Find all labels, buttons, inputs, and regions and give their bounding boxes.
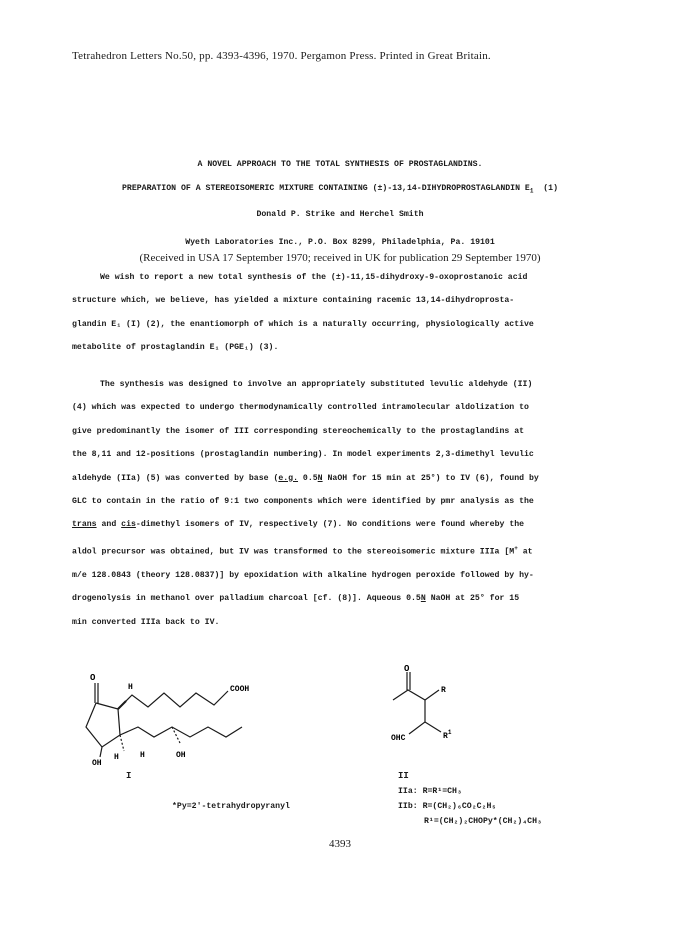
structure-II-drawing bbox=[385, 662, 505, 762]
structure-I-drawing bbox=[80, 665, 300, 765]
IIa-definition: IIa: R=R¹=CH₃ bbox=[398, 787, 462, 796]
para2-line: trans and cis-dimethyl isomers of IV, respectively (7). No conditions were found whereby the bbox=[72, 520, 525, 530]
atom-H: H bbox=[140, 751, 145, 760]
para2-line: aldehyde (IIa) (5) was converted by base (e.g. 0.5N NaOH for 15 min at 25°) to IV (6), found by bbox=[72, 473, 539, 483]
atom-H: H bbox=[114, 753, 119, 762]
IIb-definition: IIb: R=(CH₂)₆CO₂C₂H₅ bbox=[398, 802, 497, 811]
label-II: II bbox=[398, 771, 409, 781]
page-number: 4393 bbox=[329, 838, 351, 850]
authors: Donald P. Strike and Herchel Smith bbox=[256, 210, 424, 219]
atom-R: R bbox=[441, 686, 446, 695]
title-line-2: PREPARATION OF A STEREOISOMERIC MIXTURE CONTAINING (±)-13,14-DIHYDROPROSTAGLANDIN $E_1$ (1) bbox=[122, 184, 558, 195]
affiliation: Wyeth Laboratories Inc., P.O. Box 8299, Philadelphia, Pa. 19101 bbox=[185, 238, 495, 247]
structure-I bbox=[80, 665, 300, 765]
received-line: (Received in USA 17 September 1970; received in UK for publication 29 September 1970) bbox=[139, 252, 541, 264]
atom-COOH: COOH bbox=[230, 685, 250, 694]
para2-line: aldol precursor was obtained, but IV was transformed to the stereoisomeric mixture IIIa [M+ at bbox=[72, 544, 533, 557]
atom-OH: OH bbox=[92, 759, 102, 765]
paragraph-1 bbox=[72, 266, 612, 360]
para2-line: drogenolysis in methanol over palladium charcoal [cf. (8)]. Aqueous 0.5N NaOH at 25° for 15 bbox=[72, 594, 520, 604]
para2-line: give predominantly the isomer of III corresponding stereochemically to the prostaglandins at bbox=[72, 426, 525, 436]
footnote-py: *Py=2′-tetrahydropyranyl bbox=[172, 802, 290, 811]
structure-II bbox=[385, 662, 505, 762]
atom-H: H bbox=[128, 683, 133, 692]
atom-O: O bbox=[90, 673, 96, 683]
para2-line: m/e 128.0843 (theory 128.0837)] by epoxidation with alkaline hydrogen peroxide followed by hy- bbox=[72, 570, 534, 580]
para2-line: min converted IIIa back to IV. bbox=[72, 617, 220, 627]
atom-OH: OH bbox=[176, 751, 186, 760]
atom-R1: $R^1$ bbox=[443, 729, 452, 741]
para1-line: metabolite of prostaglandin E₁ (PGE₁) (3). bbox=[72, 343, 279, 353]
para1-line: structure which, we believe, has yielded a mixture containing racemic 13,14-dihydroprosta- bbox=[72, 296, 515, 306]
para2-line: (4) which was expected to undergo thermodynamically controlled intramolecular aldolization to bbox=[72, 403, 529, 413]
para2-line: the 8,11 and 12-positions (prostaglandin numbering). In model experiments 2,3-dimethyl levulic bbox=[72, 450, 534, 460]
journal-header: Tetrahedron Letters No.50, pp. 4393-4396, 1970. Pergamon Press. Printed in Great Britain. bbox=[72, 50, 491, 62]
para2-line: GLC to contain in the ratio of 9:1 two components which were identified by pmr analysis as the bbox=[72, 497, 534, 507]
paragraph-2 bbox=[72, 373, 612, 634]
para1-line: We wish to report a new total synthesis of the (±)-11,15-dihydroxy-9-oxoprostanoic acid bbox=[100, 273, 528, 282]
para2-line: The synthesis was designed to involve an appropriately substituted levulic aldehyde (II) bbox=[100, 380, 533, 389]
atom-O: O bbox=[404, 664, 410, 674]
title-line-1: A NOVEL APPROACH TO THE TOTAL SYNTHESIS OF PROSTAGLANDINS. bbox=[197, 160, 483, 169]
para1-line: glandin E₁ (I) (2), the enantiomorph of which is a naturally occurring, physiologically active bbox=[72, 319, 534, 329]
IIb-definition-2: R¹=(CH₂)₂CHOPy*(CH₂)₄CH₃ bbox=[424, 817, 542, 826]
atom-OHC: OHC bbox=[391, 734, 406, 743]
label-I: I bbox=[126, 771, 132, 781]
